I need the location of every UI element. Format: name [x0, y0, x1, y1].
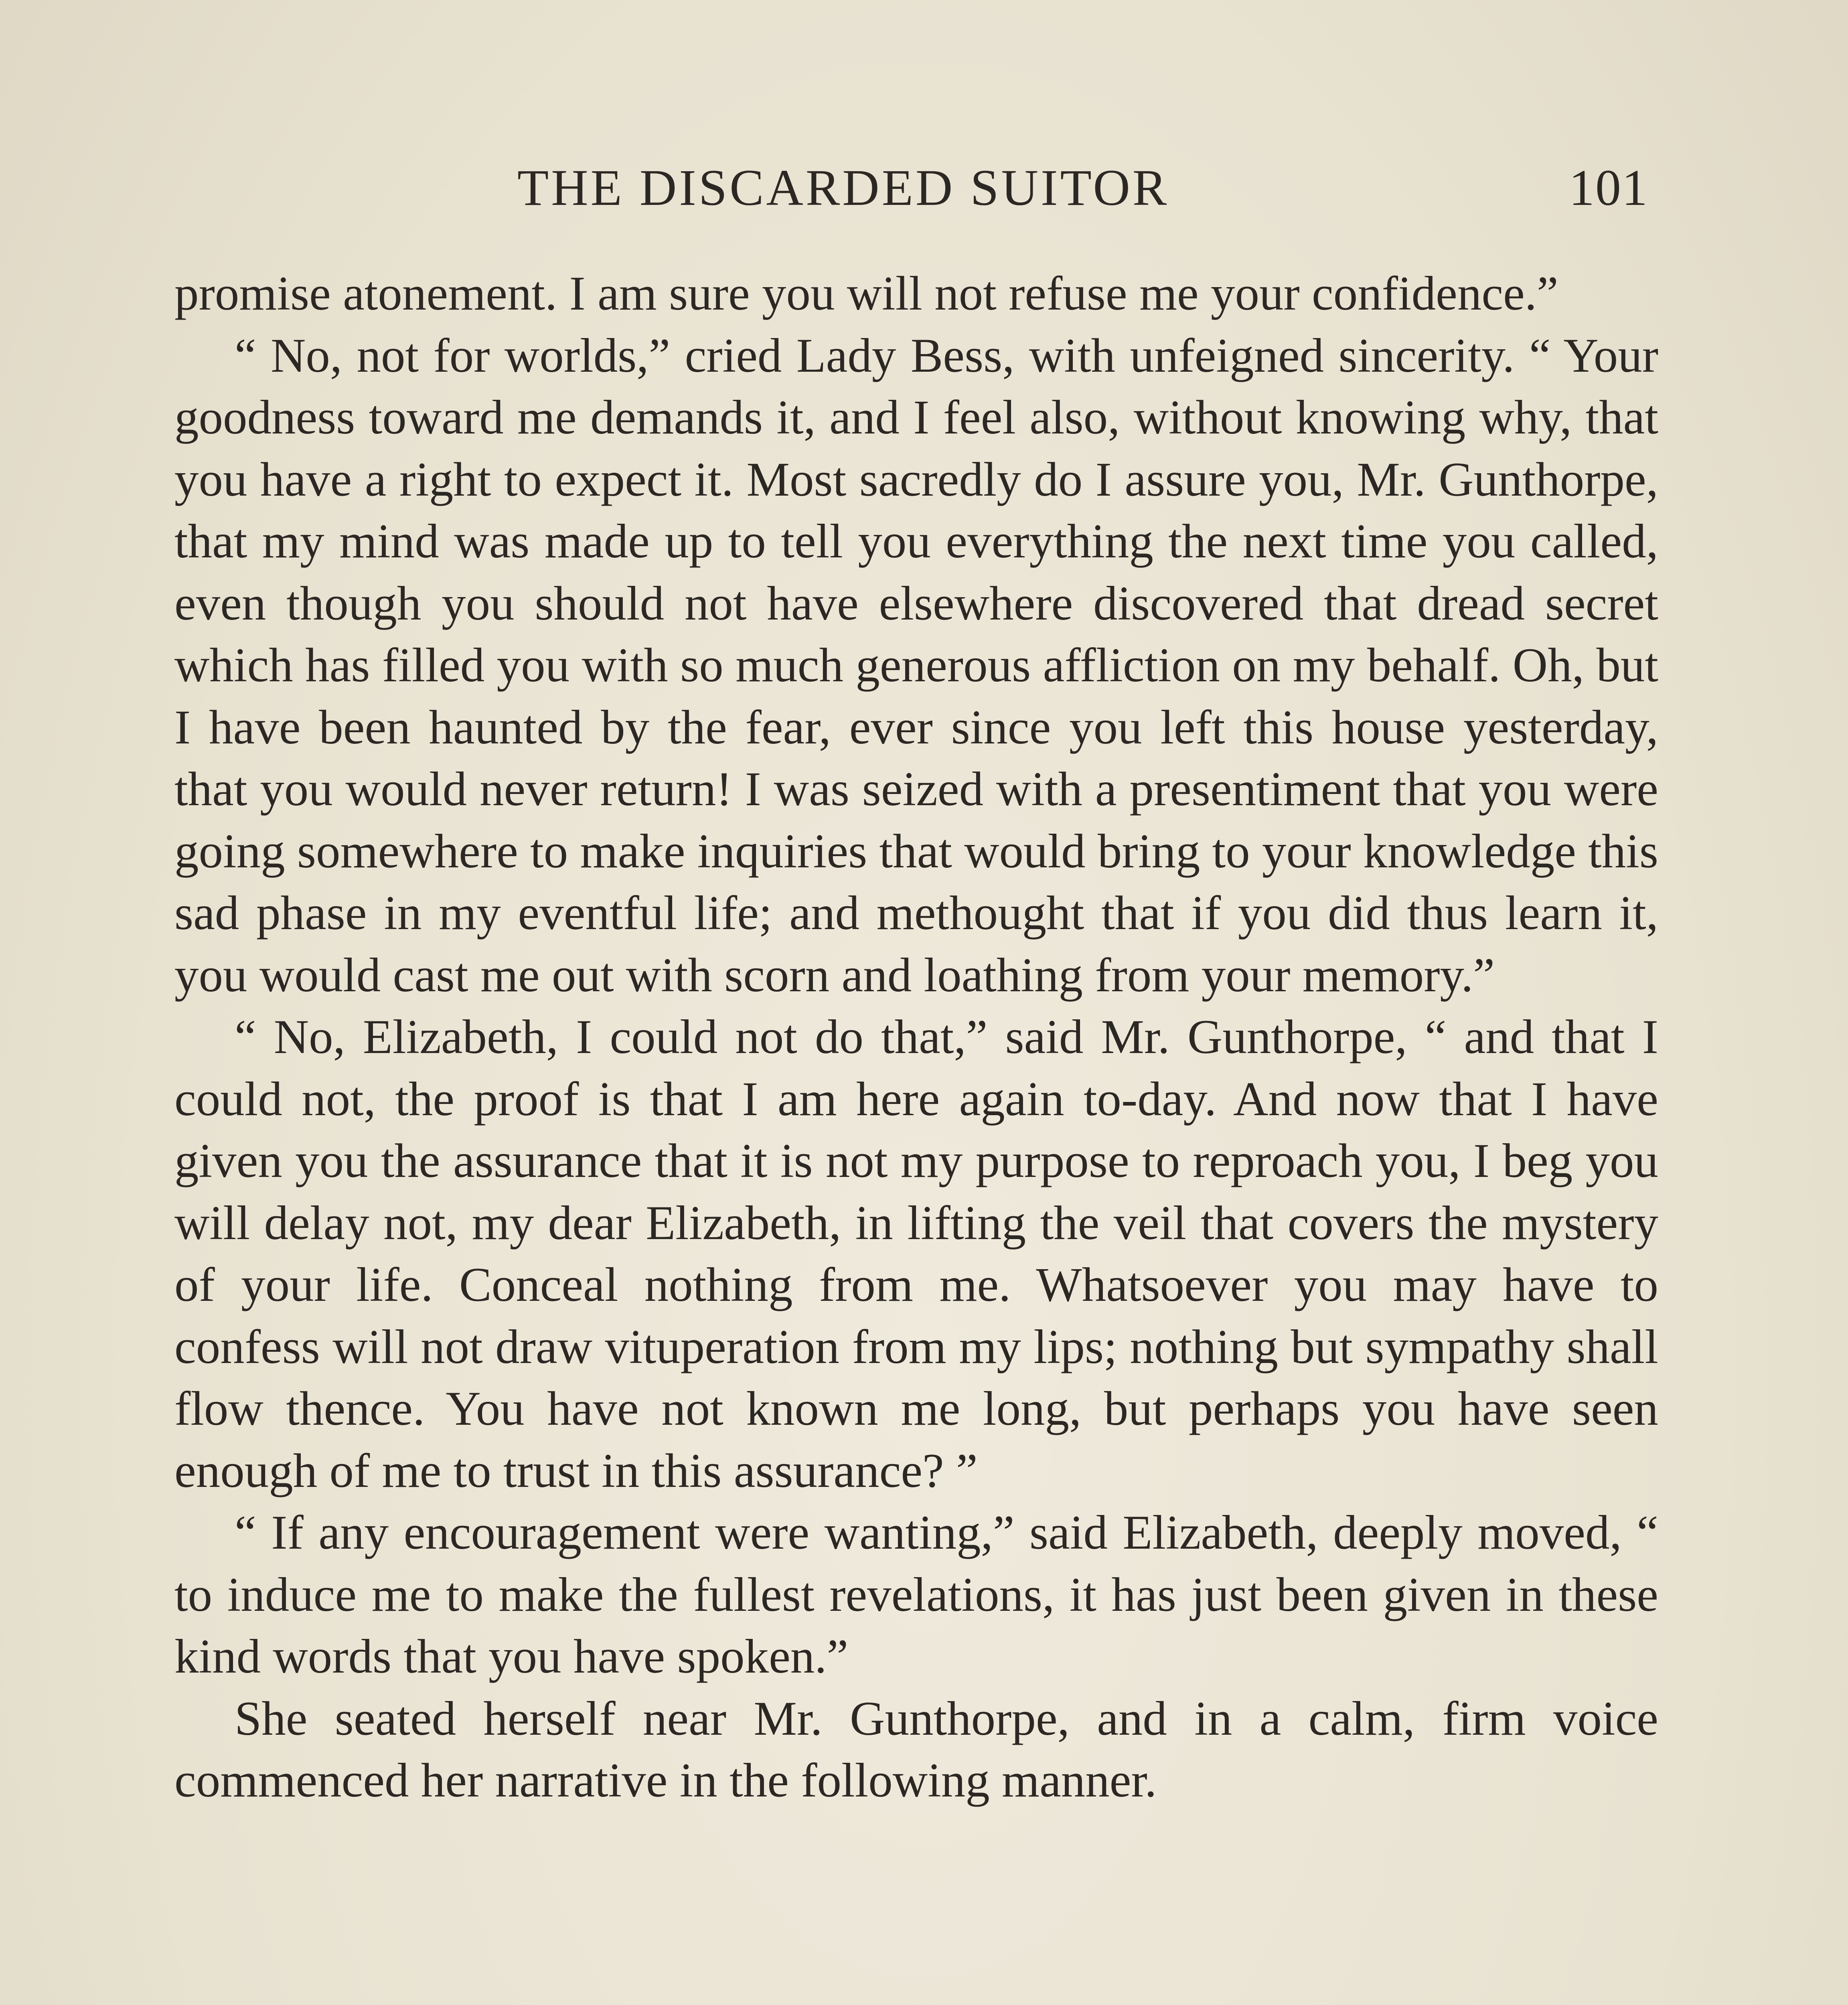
running-title: THE DISCARDED SUITOR	[517, 159, 1169, 216]
paragraph: “ If any encouragement were wanting,” said Elizabeth, deeply moved, “ to induce me to make the fullest revelations, it has just been given in these kind words that you have spoken.”	[174, 1506, 1658, 1683]
paragraph: “ No, Elizabeth, I could not do that,” said Mr. Gunthorpe, “ and that I could not, the proof is that I am here again to-day. And now that I have given you the assurance that it is not my purpose to reproach you, I beg you will delay not, my dear Elizabeth, in lifting the veil that covers the mystery of your life. Conceal nothing from me. Whatsoever you may have to confess will not draw vituperation from my lips; nothing but sympathy shall flow thence. You have not known me long, but perhaps you have seen enough of me to trust in this assurance? ”	[174, 1010, 1658, 1498]
page-number: 101	[1569, 159, 1648, 216]
paragraph-continued: promise atonement. I am sure you will not refuse me your confidence.”	[174, 267, 1558, 320]
body-text	[174, 263, 1658, 1812]
paragraph: “ No, not for worlds,” cried Lady Bess, with unfeigned sincerity. “ Your goodness toward me demands it, and I feel also, without knowing why, that you have a right to expect it. Most sacredly do I assure you, Mr. Gunthorpe, that my mind was made up to tell you everything the next time you called, even though you should not have elsewhere discovered that dread secret which has filled you with so much generous affliction on my behalf. Oh, but I have been haunted by the fear, ever since you left this house yesterday, that you would never return! I was seized with a presentiment that you were going somewhere to make inquiries that would bring to your knowledge this sad phase in my eventful life; and methought that if you did thus learn it, you would cast me out with scorn and loathing from your memory.”	[174, 328, 1658, 1002]
running-head	[172, 158, 1648, 219]
paragraph: She seated herself near Mr. Gunthorpe, and in a calm, firm voice commenced her narrative in the following manner.	[174, 1691, 1658, 1807]
